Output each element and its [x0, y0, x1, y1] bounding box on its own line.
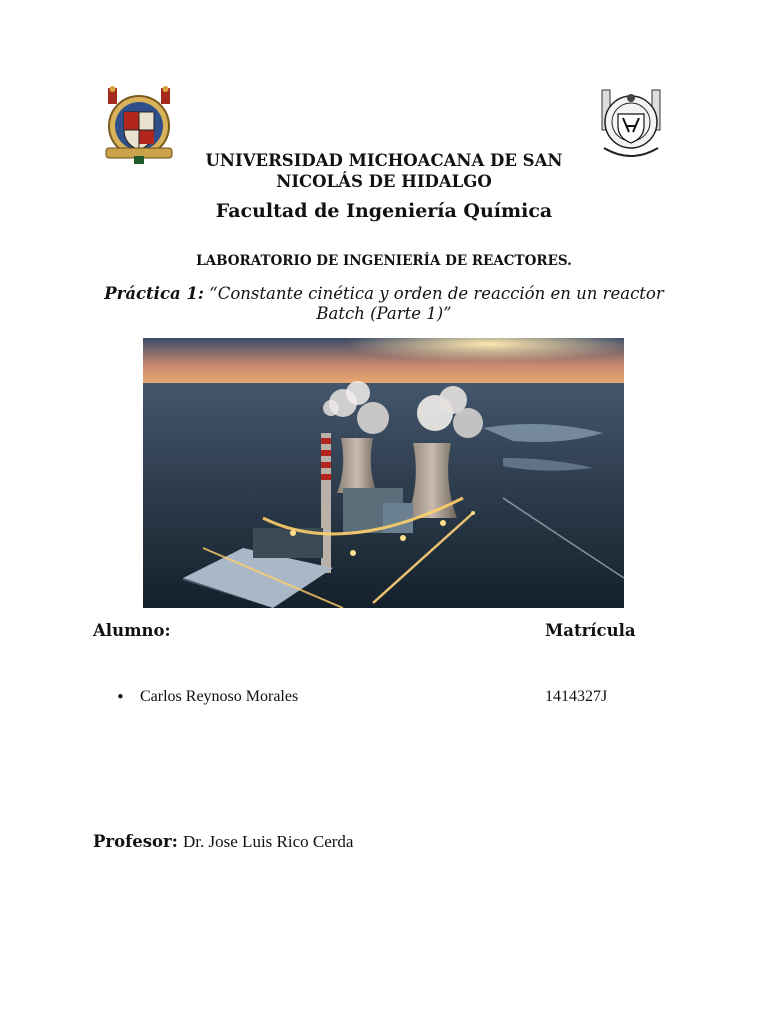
- practice-title-line1: “Constante cinética y orden de reacción en un reactor: [209, 284, 664, 303]
- student-name: Carlos Reynoso Morales: [140, 688, 299, 705]
- university-name-line2: NICOLÁS DE HIDALGO: [276, 172, 492, 191]
- student-id: 1414327J: [545, 688, 608, 705]
- professor-name: Dr. Jose Luis Rico Cerda: [183, 832, 354, 851]
- professor-label: Profesor:: [93, 832, 178, 851]
- id-column-header: Matrícula: [545, 621, 636, 640]
- professor-line: [93, 832, 353, 852]
- faculty-name: Facultad de Ingeniería Química: [215, 200, 553, 222]
- list-bullet: •: [116, 688, 125, 706]
- university-name-line1: UNIVERSIDAD MICHOACANA DE SAN: [205, 151, 563, 170]
- power-plant-photo: [143, 338, 624, 608]
- practice-label: Práctica 1:: [104, 284, 205, 303]
- university-name: [150, 150, 618, 192]
- laboratory-title: LABORATORIO DE INGENIERÍA DE REACTORES.: [196, 253, 572, 269]
- practice-title-line2: Batch (Parte 1)”: [316, 304, 452, 323]
- student-column-header: Alumno:: [93, 621, 171, 640]
- practice-title: [100, 284, 668, 324]
